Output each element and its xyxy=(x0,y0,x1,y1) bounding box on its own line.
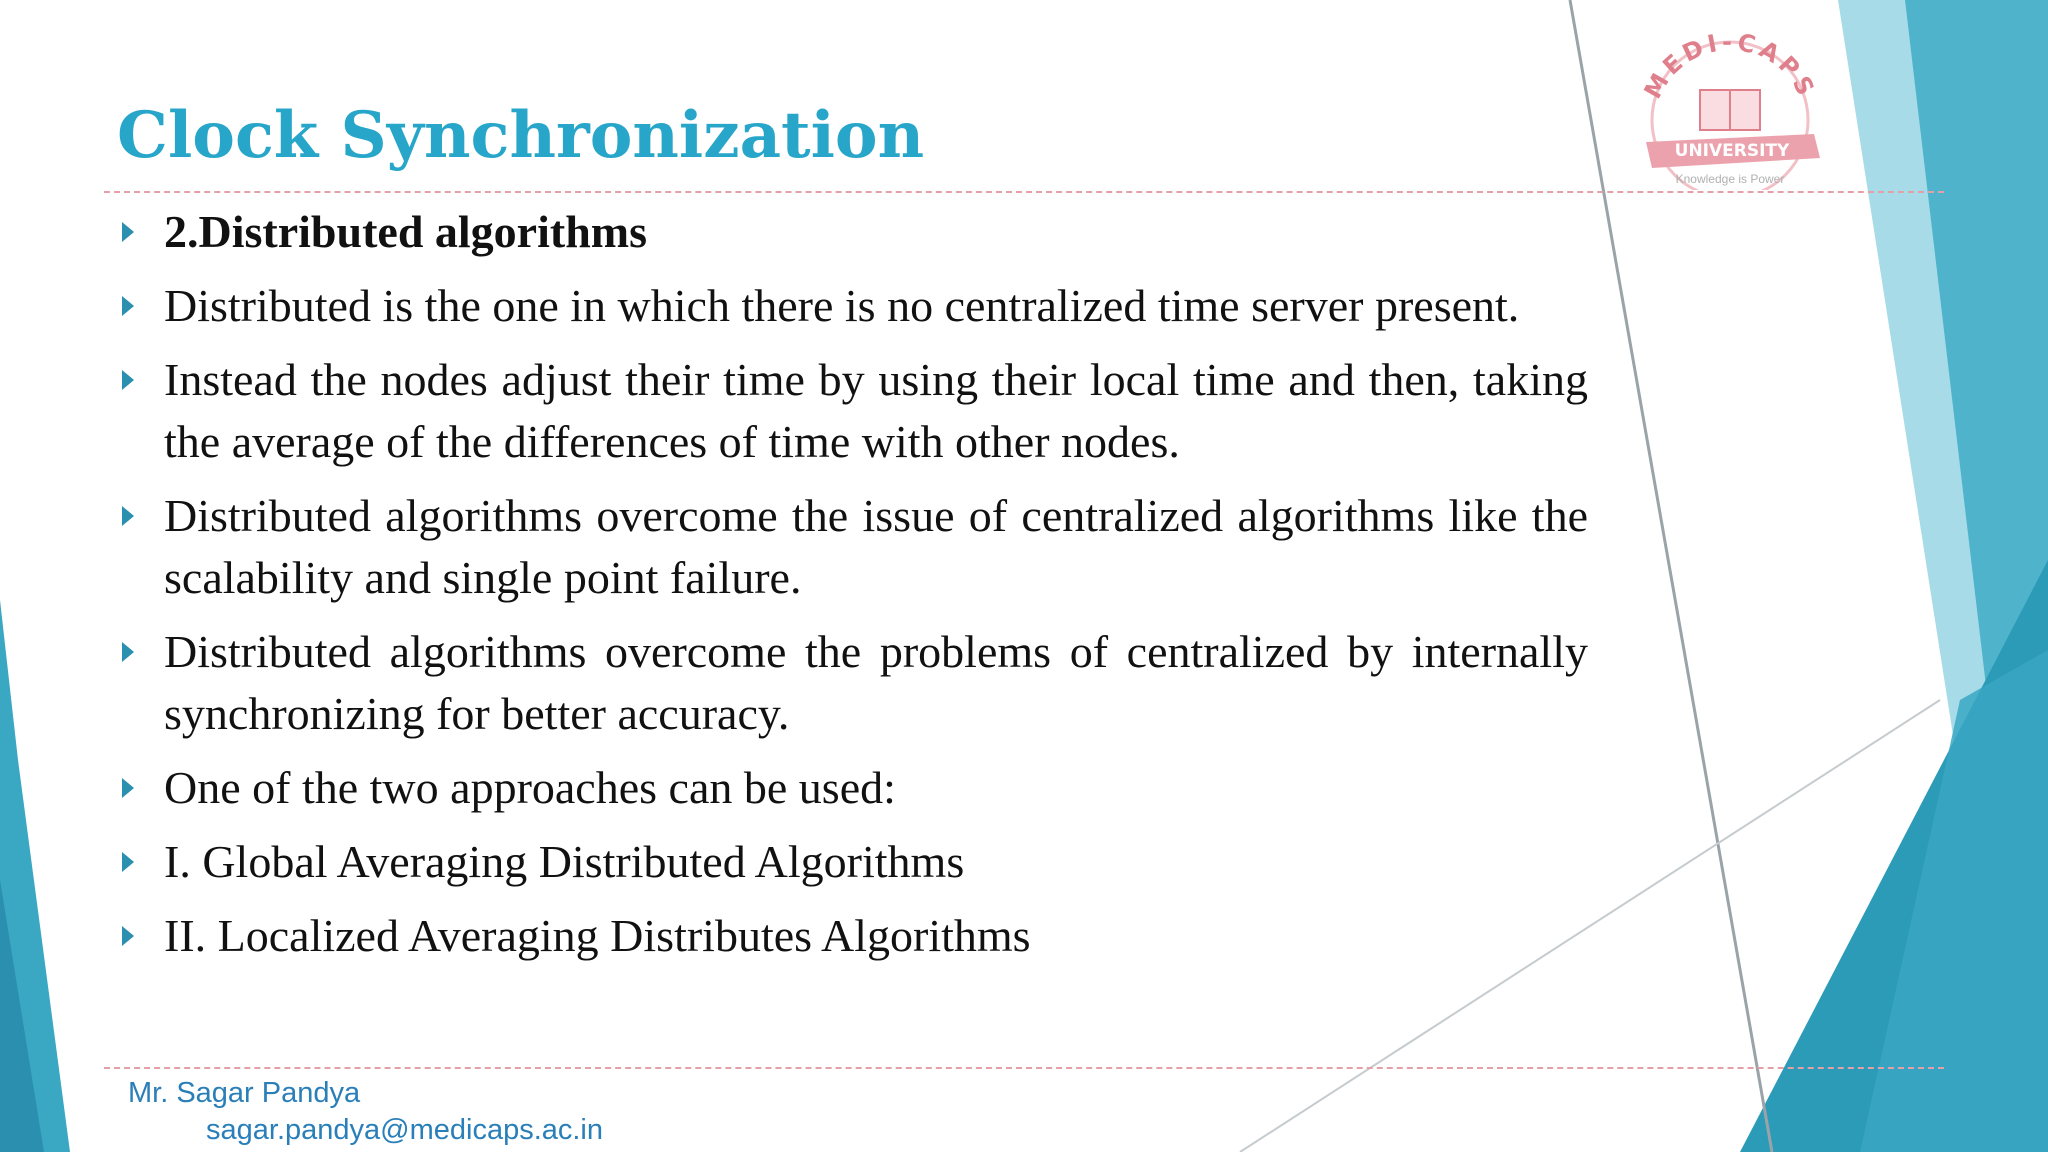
bullet-arrow-icon xyxy=(122,852,134,872)
bullet-text: I. Global Averaging Distributed Algorithms xyxy=(164,836,965,887)
bullet-arrow-icon xyxy=(122,926,134,946)
slide-title: Clock Synchronization xyxy=(117,98,925,173)
bullet-text: Distributed is the one in which there is no centralized time server present. xyxy=(164,280,1520,331)
bullet-text: Instead the nodes adjust their time by using their local time and then, taking the average of the differences of time with other nodes. xyxy=(164,354,1588,467)
logo-tagline: Knowledge is Power xyxy=(1675,172,1785,186)
bullet-item xyxy=(118,831,1588,893)
bullet-item xyxy=(118,621,1588,745)
bullet-arrow-icon xyxy=(122,778,134,798)
bullet-arrow-icon xyxy=(122,370,134,390)
bullet-arrow-icon xyxy=(122,296,134,316)
bullet-item xyxy=(118,485,1588,609)
bullet-text: Distributed algorithms overcome the issue of centralized algorithms like the scalability and single point failure. xyxy=(164,490,1588,603)
bullet-item xyxy=(118,349,1588,473)
bullet-arrow-icon xyxy=(122,222,134,242)
logo-banner-text: UNIVERSITY xyxy=(1674,141,1790,161)
bullet-item xyxy=(118,905,1588,967)
bullet-arrow-icon xyxy=(122,642,134,662)
bottom-divider xyxy=(104,1067,1944,1069)
footer-email: sagar.pandya@medicaps.ac.in xyxy=(206,1114,604,1146)
bullet-text: Distributed algorithms overcome the problems of centralized by internally synchronizing for better accuracy. xyxy=(164,626,1588,739)
top-divider xyxy=(104,191,1944,193)
logo-arc-text: MEDI-CAPS xyxy=(1638,30,1822,104)
university-logo xyxy=(1620,30,1840,190)
bullet-arrow-icon xyxy=(122,506,134,526)
bullet-text: 2.Distributed algorithms xyxy=(164,206,647,257)
footer-author: Mr. Sagar Pandya xyxy=(128,1077,361,1109)
bullet-list xyxy=(118,201,1588,979)
bullet-item xyxy=(118,201,1588,263)
bullet-item xyxy=(118,757,1588,819)
bullet-item xyxy=(118,275,1588,337)
bullet-text: One of the two approaches can be used: xyxy=(164,762,896,813)
bullet-text: II. Localized Averaging Distributes Algorithms xyxy=(164,910,1031,961)
